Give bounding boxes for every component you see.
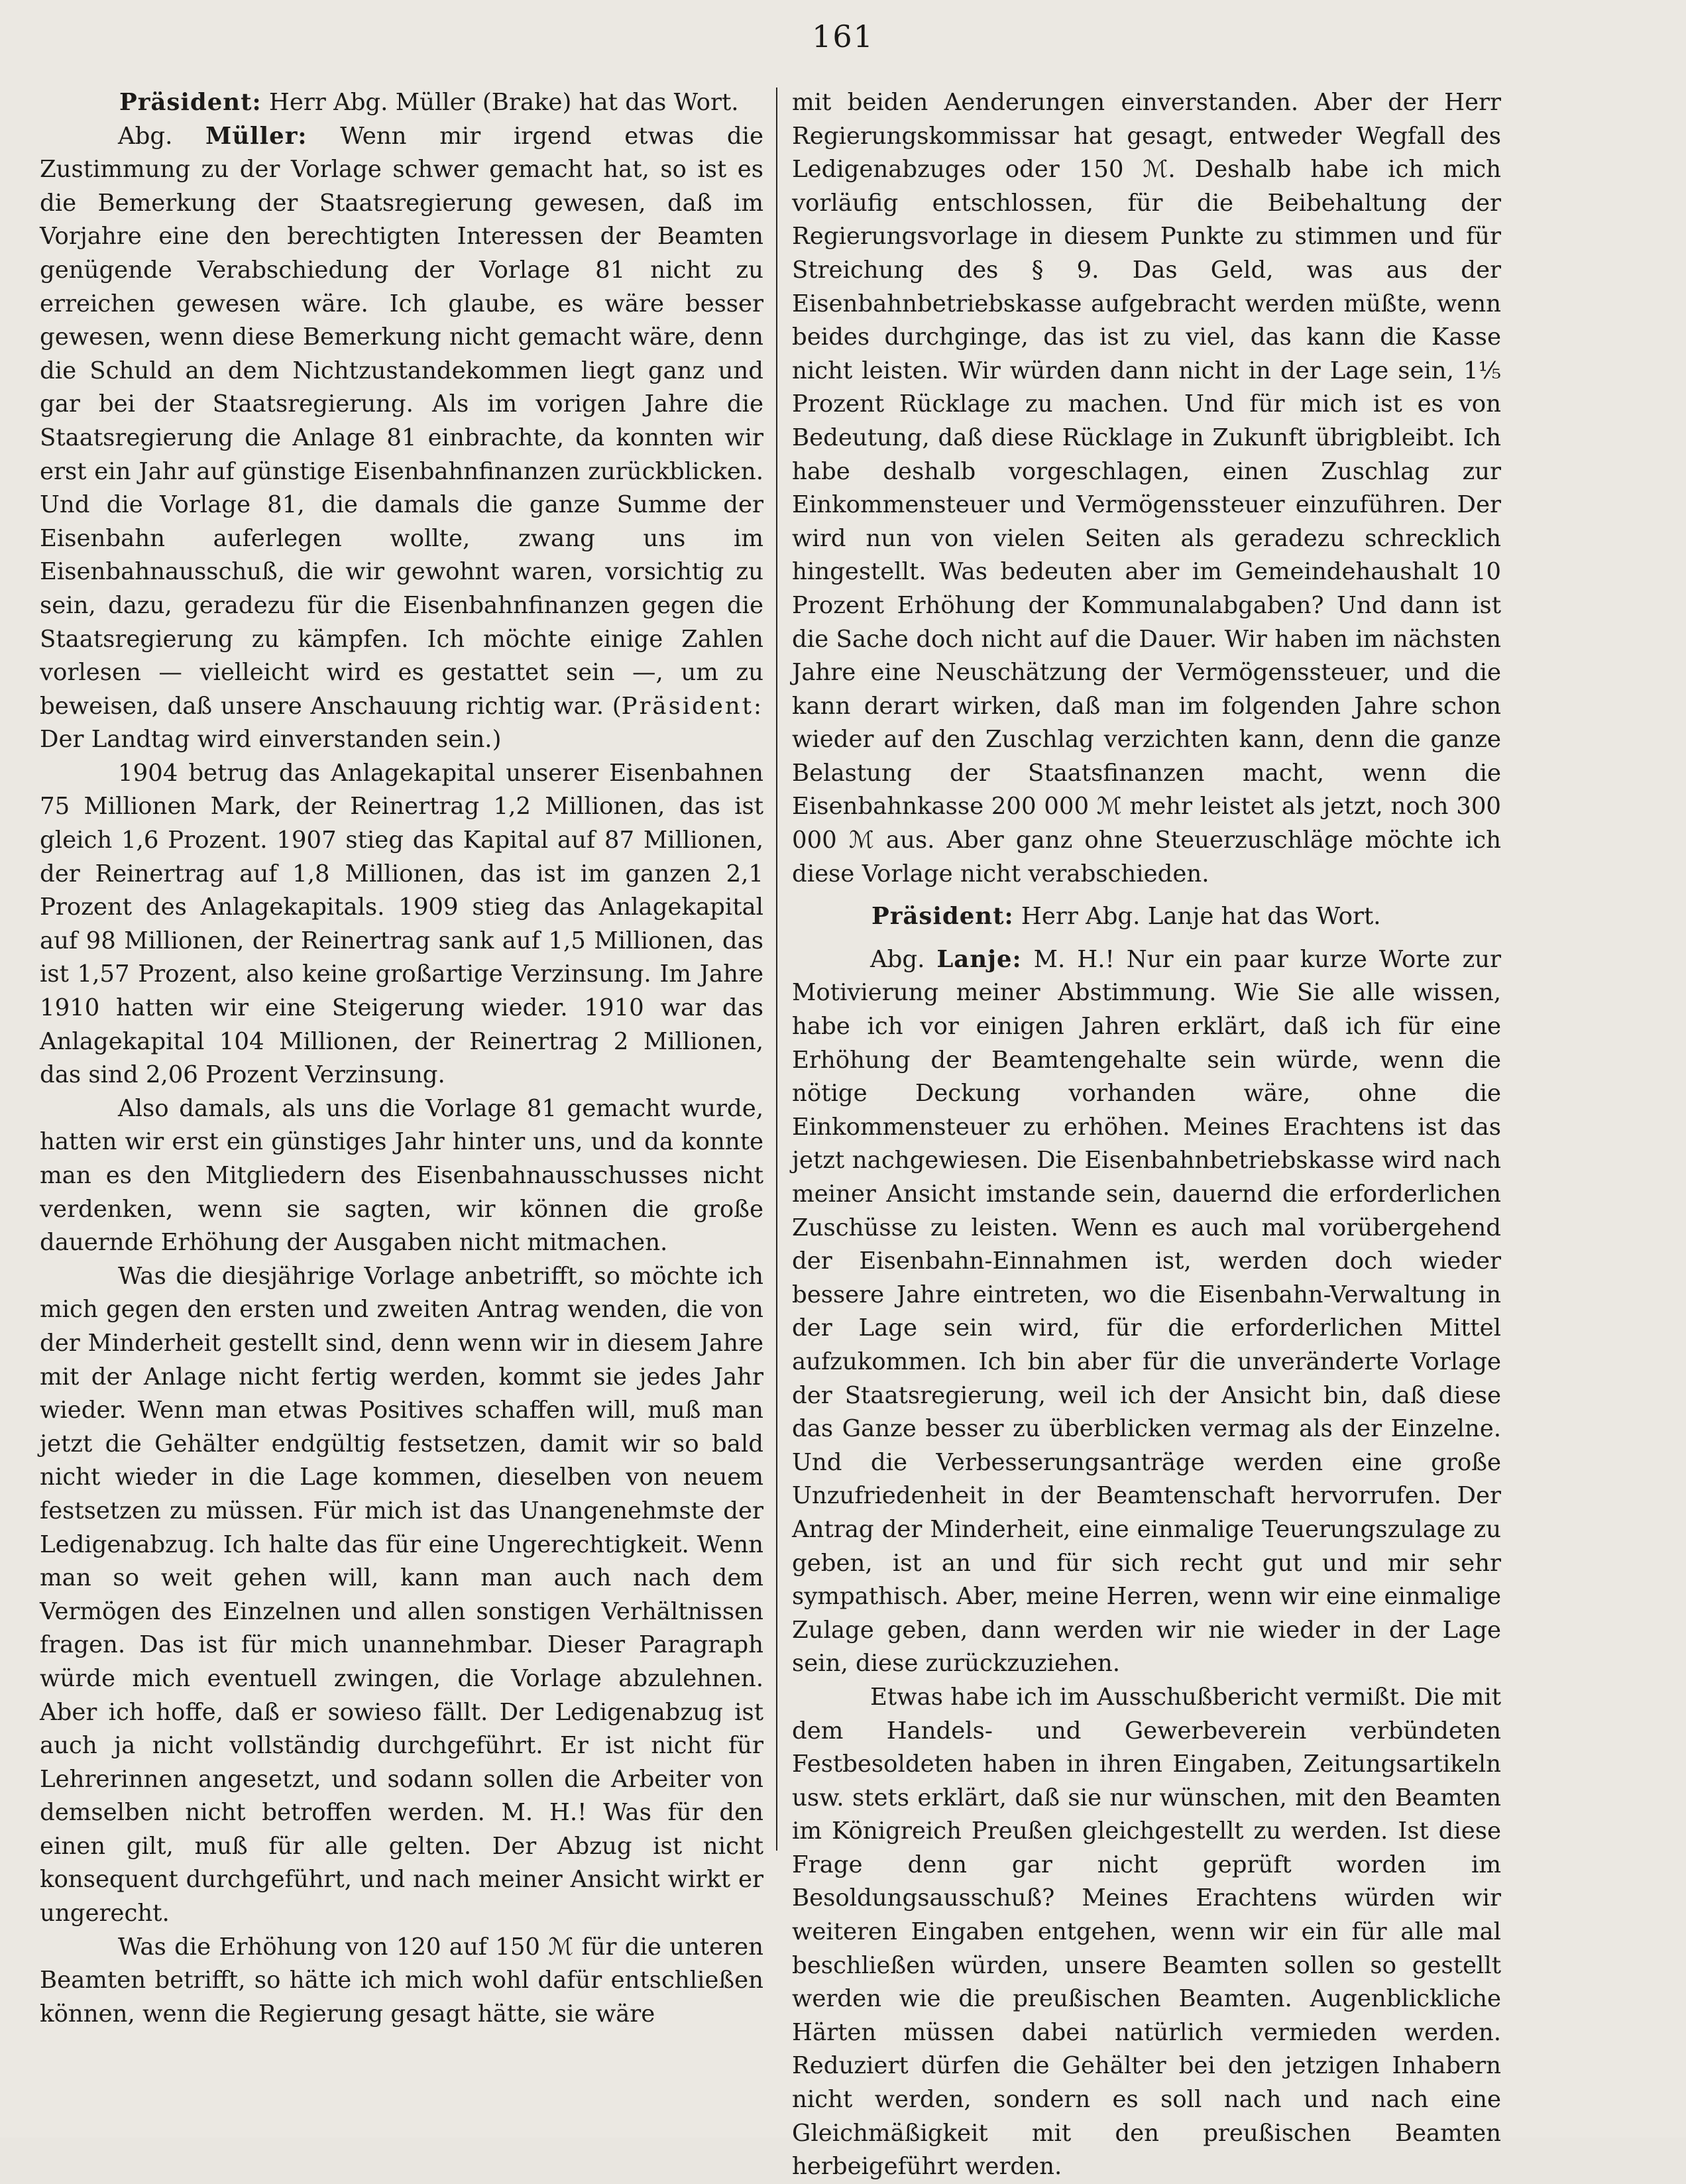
- interjection-speaker: Präsident:: [621, 692, 763, 720]
- speech-paragraph: Was die Erhöhung von 120 auf 150 ℳ für die unteren Beamten betrifft, so hätte ich mich wohl dafür entschließen können, wenn die Regierung gesagt hätte, sie wäre: [40, 1933, 763, 2028]
- left-column: [40, 86, 763, 2031]
- speaker-label: Lanje:: [936, 945, 1022, 973]
- speech-paragraph: [792, 943, 1501, 1681]
- paragraph-text: M. H.! Nur ein paar kurze Worte zur Motivierung meiner Abstimmung. Wie Sie alle wissen, habe ich vor einigen Jahren erklärt, daß ich für eine Erhöhung der Beamtengehalte sein würde, wenn die nötige Deckung vorhanden wäre, ohne die Einkommensteuer zu erhöhen. Meines Erachtens ist das jetzt nachgewiesen. Die Eisenbahnbetriebskasse wird nach meiner Ansicht imstande sein, dauernd die erforderlichen Zuschüsse zu leisten. Wenn es auch mal vorübergehend der Eisenbahn-Einnahmen ist, werden doch wieder bessere Jahre eintreten, wo die Eisenbahn-Verwaltung in der Lage sein wird, für die erforderlichen Mittel aufzukommen. Ich bin aber für die unveränderte Vorlage der Staatsregierung, weil ich der Ansicht bin, daß diese das Ganze besser zu überblicken vermag als der Einzelne. Und die Verbesserungsanträge werden eine große Unzufriedenheit in der Beamtenschaft hervorrufen. Der Antrag der Minderheit, eine einmalige Teuerungszulage zu geben, ist an und für sich recht gut und mir sehr sympathisch. Aber, meine Herren, wenn wir eine einmalige Zulage geben, dann werden wir nie wieder in der Lage sein, diese zurückzuziehen.: [792, 945, 1501, 1678]
- speaker-label: Präsident:: [871, 903, 1014, 931]
- paragraph-text: Wenn mir irgend etwas die Zustimmung zu der Vorlage schwer gemacht hat, so ist es die Bemerkung der Staatsregierung gewesen, daß im Vorjahre eine den berechtigten Interessen der Beamten genügende Verabschiedung der Vorlage 81 nicht zu erreichen gewesen wäre. Ich glaube, es wäre besser gewesen, wenn diese Bemerkung nicht gemacht wäre, denn die Schuld an dem Nichtzustandekommen liegt ganz und gar bei der Staatsregierung. Als im vorigen Jahre die Staatsregierung die Anlage 81 einbrachte, da konnten wir erst ein Jahr auf günstige Eisenbahnfinanzen zurückblicken. Und die Vorlage 81, die damals die ganze Summe der Eisenbahn auferlegen wollte, zwang uns im Eisenbahnausschuß, die wir gewohnt waren, vorsichtig zu sein, dazu, geradezu für die Eisenbahnfinanzen gegen die Staatsregierung zu kämpfen. Ich möchte einige Zahlen vorlesen — vielleicht wird es gestattet sein —, um zu beweisen, daß unsere Anschauung richtig war. (: [40, 122, 763, 720]
- column-divider: [776, 87, 777, 1851]
- speaker-prefix: Abg.: [870, 945, 937, 973]
- speaker-label: Präsident:: [119, 89, 262, 116]
- speaker-label: Müller:: [205, 122, 308, 150]
- speech-paragraph: [40, 120, 763, 757]
- president-remark: [40, 86, 763, 120]
- speaker-prefix: Abg.: [118, 122, 206, 150]
- page-number: 161: [812, 19, 874, 54]
- paragraph-text: Herr Abg. Müller (Brake) hat das Wort.: [261, 89, 739, 116]
- paragraph-text: Der Landtag wird einverstanden sein.): [40, 726, 502, 754]
- speech-paragraph: Also damals, als uns die Vorlage 81 gemacht wurde, hatten wir erst ein günstiges Jahr hinter uns, und da konnte man es den Mitgliedern des Eisenbahnausschusses nicht verdenken, wenn sie sagten, wir können die große dauernde Erhöhung der Ausgaben nicht mitmachen.: [40, 1094, 763, 1257]
- speech-paragraph: Etwas habe ich im Ausschußbericht vermißt. Die mit dem Handels- und Gewerbeverein verbündeten Festbesoldeten haben in ihren Eingaben, Zeitungsartikeln usw. stets erklärt, daß sie nur wünschen, mit den Beamten im Königreich Preußen gleichgestellt zu werden. Ist diese Frage denn gar nicht geprüft worden im Besoldungsausschuß? Meines Erachtens würden wir weiteren Eingaben entgehen, wenn wir ein für alle mal beschließen würden, unsere Beamten sollen so gestellt werden wie die preußischen Beamten. Augenblickliche Härten müssen dabei natürlich vermieden werden. Reduziert dürfen die Gehälter bei den jetzigen Inhabern nicht werden, sondern es soll nach und nach eine Gleichmäßigkeit mit den preußischen Beamten herbeigeführt werden.: [792, 1683, 1501, 2181]
- speech-paragraph: 1904 betrug das Anlagekapital unserer Eisenbahnen 75 Millionen Mark, der Reinertrag 1,2 Millionen, das ist gleich 1,6 Prozent. 1907 stieg das Kapital auf 87 Millionen, der Reinertrag auf 1,8 Millionen, das ist im ganzen 2,1 Prozent des Anlagekapitals. 1909 stieg das Anlagekapital auf 98 Millionen, der Reinertrag sank auf 1,5 Millionen, das ist 1,57 Prozent, also keine großartige Verzinsung. Im Jahre 1910 hatten wir eine Steigerung wieder. 1910 war das Anlagekapital 104 Millionen, der Reinertrag 2 Millionen, das sind 2,06 Prozent Verzinsung.: [40, 759, 763, 1089]
- president-remark: [792, 900, 1501, 934]
- paragraph-text: Herr Abg. Lanje hat das Wort.: [1013, 903, 1381, 931]
- right-column: [792, 86, 1501, 2184]
- speech-paragraph: Was die diesjährige Vorlage anbetrifft, so möchte ich mich gegen den ersten und zweiten Antrag wenden, die von der Minderheit gestellt sind, denn wenn wir in diesem Jahre mit der Anlage nicht fertig werden, kommt sie jedes Jahr wieder. Wenn man etwas Positives schaffen will, muß man jetzt die Gehälter endgültig festsetzen, damit wir so bald nicht wieder in die Lage kommen, dieselben von neuem festsetzen zu müssen. Für mich ist das Unangenehmste der Ledigenabzug. Ich halte das für eine Ungerechtigkeit. Wenn man so weit gehen will, kann man auch nach dem Vermögen des Einzelnen und allen sonstigen Verhältnissen fragen. Das ist für mich unannehmbar. Dieser Paragraph würde mich eventuell zwingen, die Vorlage abzulehnen. Aber ich hoffe, daß er sowieso fällt. Der Ledigenabzug ist auch ja nicht vollständig durchgeführt. Er ist nicht für Lehrerinnen angesetzt, und sodann sollen die Arbeiter von demselben nicht betroffen werden. M. H.! Was für den einen gilt, muß für alle gelten. Der Abzug ist nicht konsequent durchgeführt, und nach meiner Ansicht wirkt er ungerecht.: [40, 1262, 763, 1927]
- speech-paragraph: mit beiden Aenderungen einverstanden. Aber der Herr Regierungskommissar hat gesagt, entweder Wegfall des Ledigenabzuges oder 150 ℳ. Deshalb habe ich mich vorläufig entschlossen, für die Beibehaltung der Regierungsvorlage in diesem Punkte zu stimmen und für Streichung des § 9. Das Geld, was aus der Eisenbahnbetriebskasse aufgebracht werden müßte, wenn beides durchginge, das ist zu viel, das kann die Kasse nicht leisten. Wir würden dann nicht in der Lage sein, 1⅕ Prozent Rücklage zu machen. Und für mich ist es von Bedeutung, daß diese Rücklage in Zukunft übrigbleibt. Ich habe deshalb vorgeschlagen, einen Zuschlag zur Einkommensteuer und Vermögenssteuer einzuführen. Der wird nun von vielen Seiten als geradezu schrecklich hingestellt. Was bedeuten aber im Gemeindehaushalt 10 Prozent Erhöhung der Kommunalabgaben? Und dann ist die Sache doch nicht auf die Dauer. Wir haben im nächsten Jahre eine Neuschätzung der Vermögenssteuer, und die kann derart wirken, daß man im folgenden Jahre schon wieder auf den Zuschlag verzichten kann, denn die ganze Belastung der Staatsfinanzen macht, wenn die Eisenbahnkasse 200 000 ℳ mehr leistet als jetzt, noch 300 000 ℳ aus. Aber ganz ohne Steuerzuschläge möchte ich diese Vorlage nicht verabschieden.: [792, 89, 1501, 888]
